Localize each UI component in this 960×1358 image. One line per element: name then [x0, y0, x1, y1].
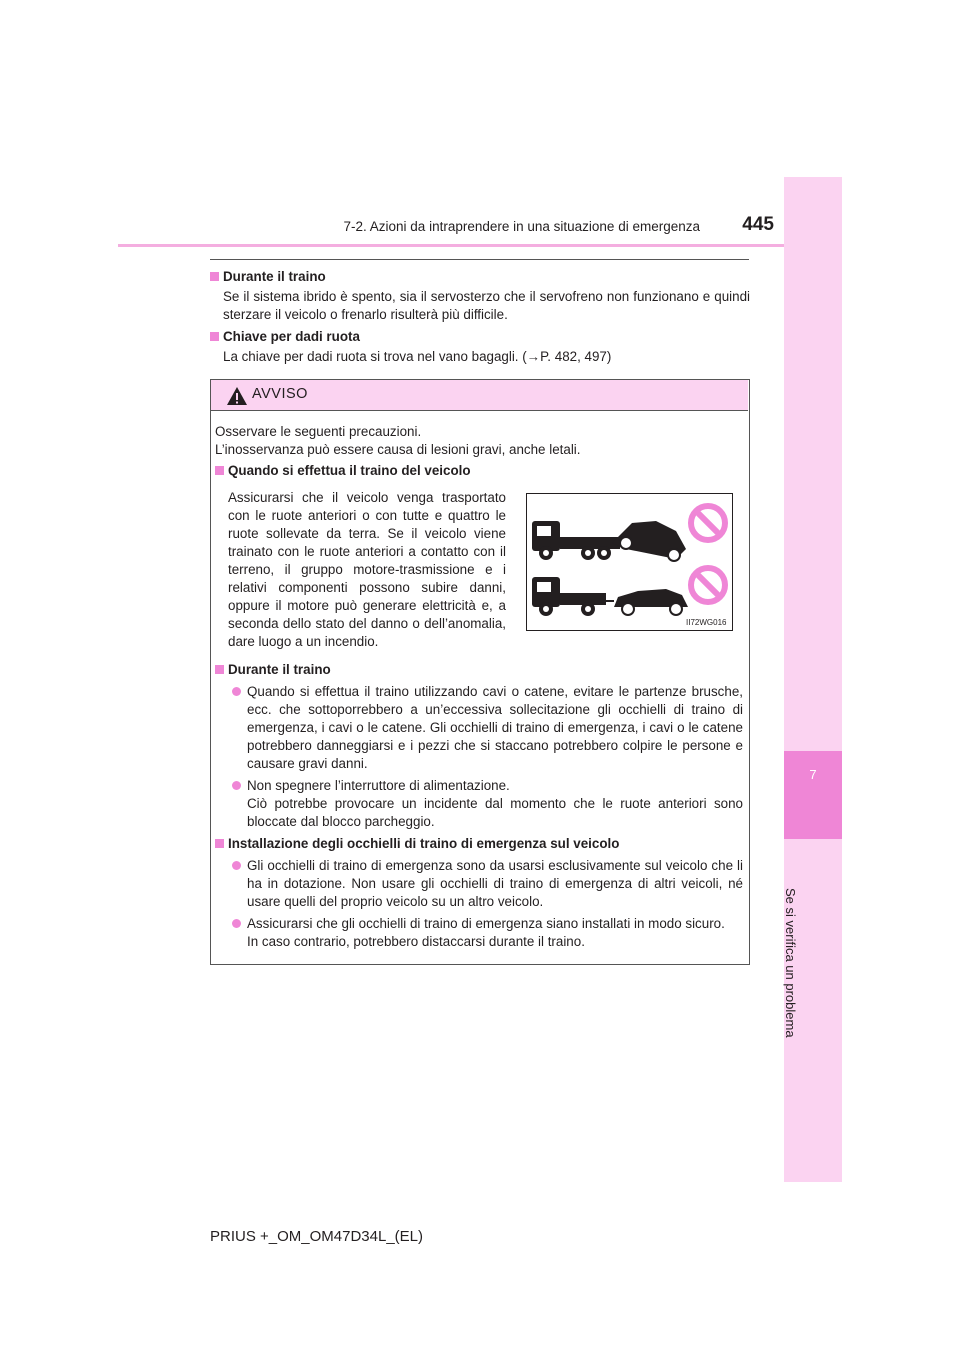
section-title: 7-2. Azioni da intraprendere in una situazione di emergenza: [343, 219, 700, 234]
notes: [210, 268, 750, 370]
chapter-number-tab: [784, 751, 842, 839]
round-bullet-icon: [232, 781, 241, 790]
page-number: 445: [742, 214, 774, 235]
warning-section-during-tow: [215, 661, 743, 955]
warning-section-towing: [215, 462, 743, 480]
square-bullet-icon: [215, 665, 224, 674]
square-bullet-icon: [215, 466, 224, 475]
note-text: Se il sistema ibrido è spento, sia il servosterzo che il servofreno non funzionano e quindi sterzare il veicolo o frenarlo risulterà più difficile.: [223, 289, 750, 322]
content-rule: [210, 259, 749, 260]
towing-illustration: [526, 493, 733, 631]
warning-bullet: Assicurarsi che gli occhielli di traino di emergenza siano installati in modo sicuro. In caso contrario, potrebbero distaccarsi durante il traino.: [247, 915, 743, 951]
warning-title: AVVISO: [252, 386, 308, 402]
warning-intro-line: Osservare le seguenti precauzioni.: [215, 424, 422, 439]
warning-towing-text: Assicurarsi che il veicolo venga trasportato con le ruote anteriori o con tutte e quattro le ruote sollevate da terra. Se il veicolo viene trainato con le ruote anteriori a contatto con il terreno, il gruppo motore-trasmissione e i relativi componenti possono subire danni, oppure il motore può generare elettricità e, a seconda dello stato del danno o dell’anomalia, dare luogo a un incendio.: [228, 490, 506, 649]
note-heading: Chiave per dadi ruota: [210, 328, 750, 346]
image-code: II72WG016: [686, 618, 727, 627]
document-code: PRIUS +_OM_OM47D34L_(EL): [210, 1228, 424, 1245]
round-bullet-icon: [232, 861, 241, 870]
warning-bullet: Quando si effettua il traino utilizzando cavi o catene, evitare le partenze brusche, ecc. che sottoporrebbero a un’eccessiva sollecitazione gli occhielli di traino di emergenza, i cavi o le catene. Gli occhielli di traino di emergenza, i cavi o le catene potrebbero danneggiarsi e i pezzi che si staccano potrebbero colpire le persone e causare gravi danni.: [247, 683, 743, 773]
square-bullet-icon: [210, 272, 219, 281]
warning-heading: Quando si effettua il traino del veicolo: [215, 462, 743, 480]
note-heading: Durante il traino: [210, 268, 750, 286]
warning-heading: Durante il traino: [215, 661, 743, 679]
warning-bullet: Non spegnere l’interruttore di alimentazione. Ciò potrebbe provocare un incidente dal momento che le ruote anteriori sono bloccate dal blocco parcheggio.: [247, 777, 743, 831]
chapter-number: 7: [809, 767, 817, 782]
round-bullet-icon: [232, 687, 241, 696]
round-bullet-icon: [232, 919, 241, 928]
warning-intro: [215, 423, 743, 459]
header-rule: [118, 244, 784, 247]
note-text: La chiave per dadi ruota si trova nel vano bagagli. (→P. 482, 497): [223, 349, 612, 364]
warning-bullet: Gli occhielli di traino di emergenza sono da usarsi esclusivamente sul veicolo che li ha in dotazione. Non usare gli occhielli di traino di emergenza di altri veicoli, né usare quelli del proprio veicolo su un altro veicolo.: [247, 857, 743, 911]
chapter-title: Se si verifica un problema: [783, 888, 798, 1038]
square-bullet-icon: [215, 839, 224, 848]
square-bullet-icon: [210, 332, 219, 341]
warning-intro-line: L’inosservanza può essere causa di lesioni gravi, anche letali.: [215, 442, 581, 457]
warning-triangle-icon: [226, 386, 248, 406]
warning-heading: Installazione degli occhielli di traino di emergenza sul veicolo: [215, 835, 743, 853]
